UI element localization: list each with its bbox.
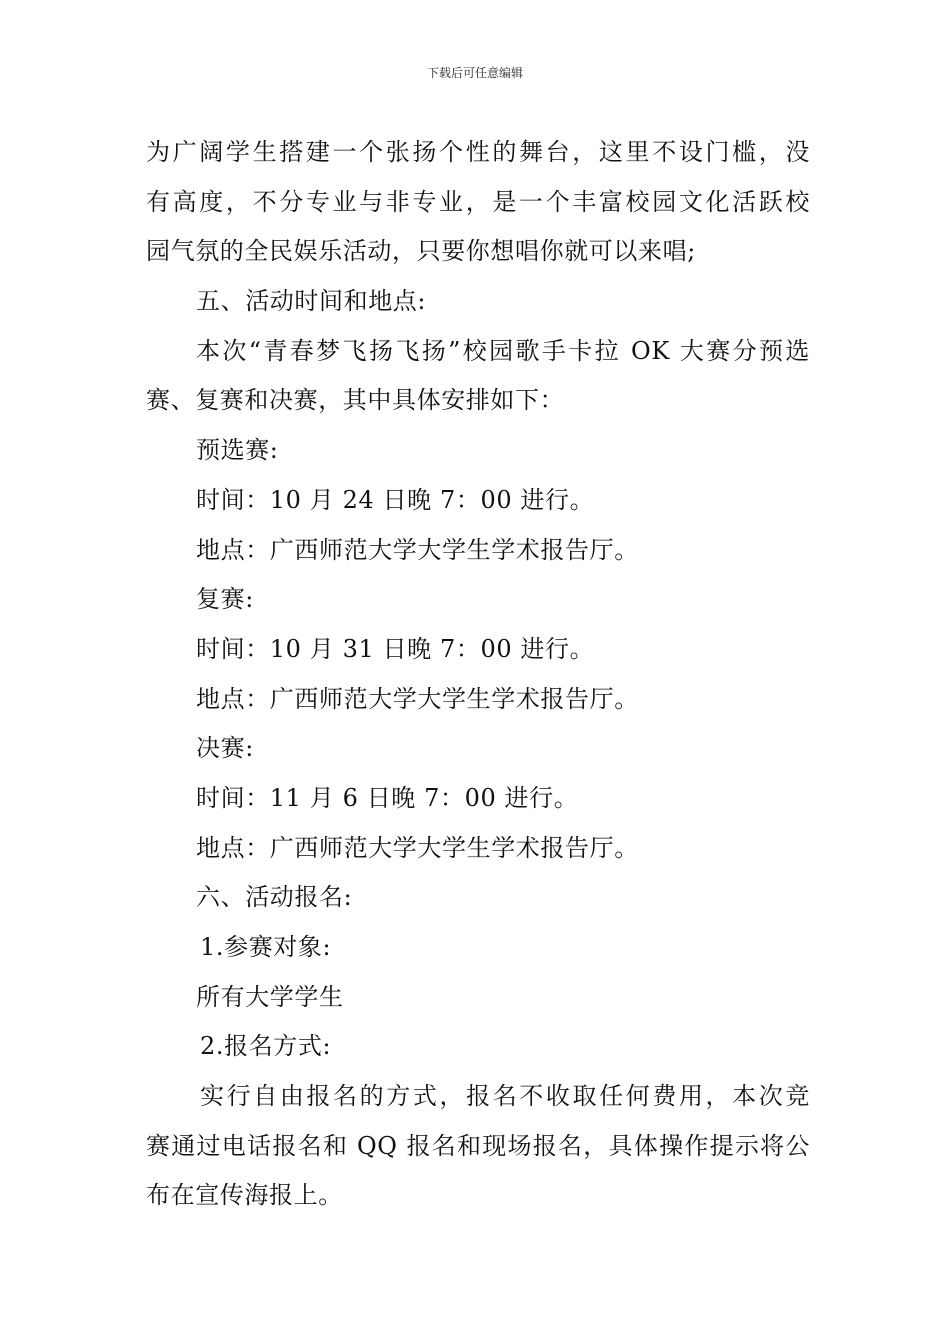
document-body	[146, 128, 810, 1221]
subheading: 决赛:	[196, 734, 254, 763]
text-line: 地点：广西师范大学大学生学术报告厅。	[196, 833, 639, 862]
text-line: 为广阔学生搭建一个张扬个性的舞台，这里不设门槛，没	[146, 138, 810, 166]
text-line: 有高度，不分专业与非专业，是一个丰富校园文化活跃校	[146, 187, 810, 216]
text-line: 地点：广西师范大学大学生学术报告厅。	[196, 535, 639, 564]
text-line: 所有大学学生	[196, 982, 344, 1011]
text-line: 园气氛的全民娱乐活动，只要你想唱你就可以来唱;	[146, 237, 696, 266]
subheading: 复赛:	[196, 585, 254, 614]
text-line: 时间：10 月 24 日晚 7：00 进行。	[196, 485, 595, 514]
section-heading: 五、活动时间和地点:	[196, 287, 427, 316]
text-line: 实行自由报名的方式，报名不收取任何费用，本次竞	[200, 1082, 810, 1111]
text-line: 赛、复赛和决赛，其中具体安排如下：	[146, 386, 565, 415]
text-line: 本次“青春梦飞扬飞扬”校园歌手卡拉 OK 大赛分预选	[196, 336, 810, 365]
section-heading: 六、活动报名:	[196, 883, 353, 912]
subheading: 2.报名方式:	[200, 1032, 332, 1061]
text-line: 时间：11 月 6 日晚 7：00 进行。	[196, 783, 579, 812]
text-line: 布在宣传海报上。	[146, 1181, 343, 1210]
text-line: 地点：广西师范大学大学生学术报告厅。	[196, 684, 639, 713]
text-line: 赛通过电话报名和 QQ 报名和现场报名，具体操作提示将公	[146, 1131, 810, 1160]
subheading: 预选赛:	[196, 436, 279, 465]
subheading: 1.参赛对象:	[200, 933, 332, 961]
page-header: 下载后可任意编辑	[426, 66, 523, 80]
text-line: 时间：10 月 31 日晚 7：00 进行。	[196, 634, 595, 663]
